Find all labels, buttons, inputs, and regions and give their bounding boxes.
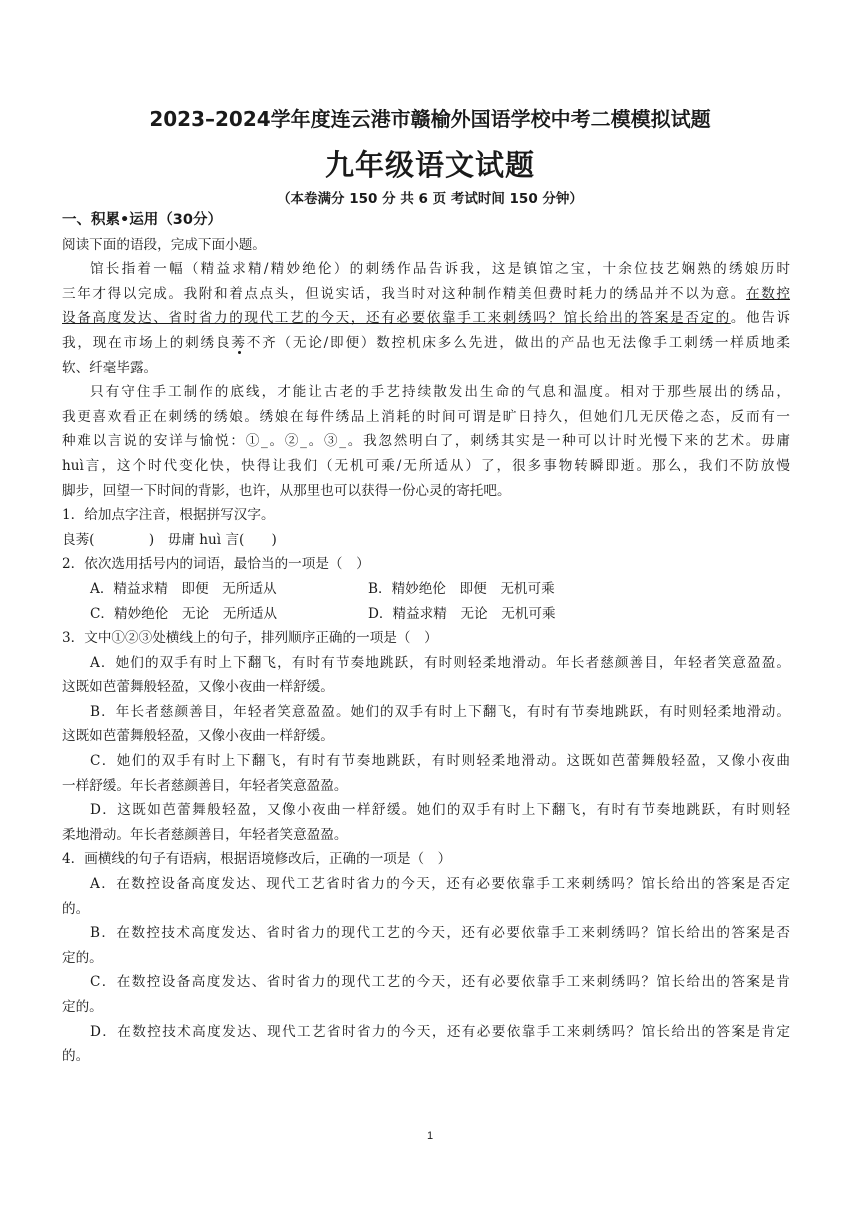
section-instruction: 阅读下面的语段，完成下面小题。 [62,236,266,253]
option-d-continued: 柔地滑动。年长者慈颜善目，年轻者笑意盈盈。 [62,826,348,843]
option-d: D．这既如芭蕾舞般轻盈，又像小夜曲一样舒缓。她们的双手有时上下翻飞，有时有节奏地跳跃，有时则轻 [90,802,790,819]
option-a: A．精益求精 即便 无所适从 [90,580,277,597]
question-4 [62,847,790,1068]
passage-line: 脚步，回望一下时间的背影，也许，从那里也可以获得一份心灵的寄托吧。 [62,482,511,499]
option-a: A．她们的双手有时上下翻飞，有时有节奏地跳跃，有时则轻柔地滑动。年长者慈颜善目，年轻者笑意盈盈。 [90,654,790,671]
option-b-continued: 这既如芭蕾舞般轻盈，又像小夜曲一样舒缓。 [62,728,334,745]
passage-line: huì言，这个时代变化快，快得让我们（无机可乘/无所适从）了，很多事物转瞬即逝。那么，我们不防放慢 [62,457,790,474]
passage-line: 只有守住手工制作的底线，才能让古老的手艺持续散发出生命的气息和温度。相对于那些展出的绣品， [90,384,790,401]
option-a: A．在数控设备高度发达、现代工艺省时省力的今天，还有必要依靠手工来刺绣吗？馆长给出的答案是否定 [90,876,790,893]
question-stem: 2．依次选用括号内的词语，最恰当的一项是（ ） [62,556,370,573]
option-b: B．年长者慈颜善目，年轻者笑意盈盈。她们的双手有时上下翻飞，有时有节奏地跳跃，有时则轻柔地滑动。 [90,703,790,720]
exam-note: （本卷满分 150 分 共 6 页 考试时间 150 分钟） [277,191,583,207]
exam-subtitle: 九年级语文试题 [324,148,535,182]
question-3 [62,626,790,847]
passage-text: 。他告诉 [730,310,791,327]
passage-line: 我更喜欢看正在刺绣的绣娘。绣娘在每件绣品上消耗的时间可谓是旷日持久，但她们几无厌倦之态，反而有一 [62,408,790,425]
option-b: B．精妙绝伦 即便 无机可乘 [368,580,555,597]
page-number: 1 [426,1130,434,1142]
option-c-continued: 一样舒缓。年长者慈颜善目，年轻者笑意盈盈。 [62,777,348,794]
passage-text: 三年才得以完成。我附和着点点头，但说实话，我当时对这种制作精美但费时耗力的绣品并不以为意。 [62,285,747,302]
option-b-continued: 定的。 [62,949,103,966]
exam-body [62,208,790,1069]
option-c: C．在数控设备高度发达、省时省力的现代工艺的今天，还有必要依靠手工来刺绣吗？馆长给出的答案是肯 [90,974,790,991]
option-b: B．在数控技术高度发达、省时省力的现代工艺的今天，还有必要依靠手工来刺绣吗？馆长给出的答案是否 [90,925,790,942]
passage-line [62,282,790,307]
question-stem: 4．画横线的句子有语病，根据语境修改后，正确的一项是（ ） [62,851,452,868]
underlined-sentence: 设备高度发达、省时省力的现代工艺的今天，还有必要依靠手工来刺绣吗？馆长给出的答案是否定的 [62,310,731,327]
option-d: D．精益求精 无论 无机可乘 [368,605,556,622]
passage-line: 种难以言说的安详与愉悦：①_。②_。③_。我忽然明白了，刺绣其实是一种可以计时光慢下来的艺术。毋庸 [62,433,790,450]
question-2 [62,552,790,626]
option-c: C．精妙绝伦 无论 无所适从 [90,605,278,622]
option-c-continued: 定的。 [62,999,103,1015]
passage-line [62,306,790,331]
passage-line: 软、纤毫毕露。 [62,359,158,376]
option-row [62,577,790,602]
answer-blank-line: 良莠( ) 毋庸 huì 言( ) [62,531,277,548]
question-stem: 3．文中①②③处横线上的句子，排列顺序正确的一项是（ ） [62,630,438,647]
dotted-character: 莠 [231,334,247,351]
section-heading: 一、积累•运用（30分） [62,212,222,228]
passage-line: 馆长指着一幅（精益求精/精妙绝伦）的刺绣作品告诉我，这是镇馆之宝，十余位技艺娴熟的绣娘历时 [90,261,790,278]
question-1 [62,503,790,552]
passage-text: 我，现在市场上的刺绣良 [62,334,232,351]
option-d: D．在数控技术高度发达、现代工艺省时省力的今天，还有必要依靠手工来刺绣吗？馆长给出的答案是肯定 [90,1023,790,1040]
option-a-continued: 的。 [62,900,90,917]
option-c: C．她们的双手有时上下翻飞，有时有节奏地跳跃，有时则轻柔地滑动。这既如芭蕾舞般轻盈，又像小夜曲 [90,753,790,770]
option-a-continued: 这既如芭蕾舞般轻盈，又像小夜曲一样舒缓。 [62,679,334,696]
option-row [62,602,790,627]
passage-line [62,331,790,356]
option-d-continued: 的。 [62,1048,90,1065]
exam-title: 2023–2024学年度连云港市赣榆外国语学校中考二模模拟试题 [149,107,711,131]
underlined-sentence: 在数控 [746,285,791,302]
passage-text: 不齐（无论/即便）数控机床多么先进，做出的产品也无法像手工刺绣一样质地柔 [246,334,791,351]
passage [62,257,790,503]
question-stem: 1．给加点字注音，根据拼写汉字。 [62,507,275,524]
